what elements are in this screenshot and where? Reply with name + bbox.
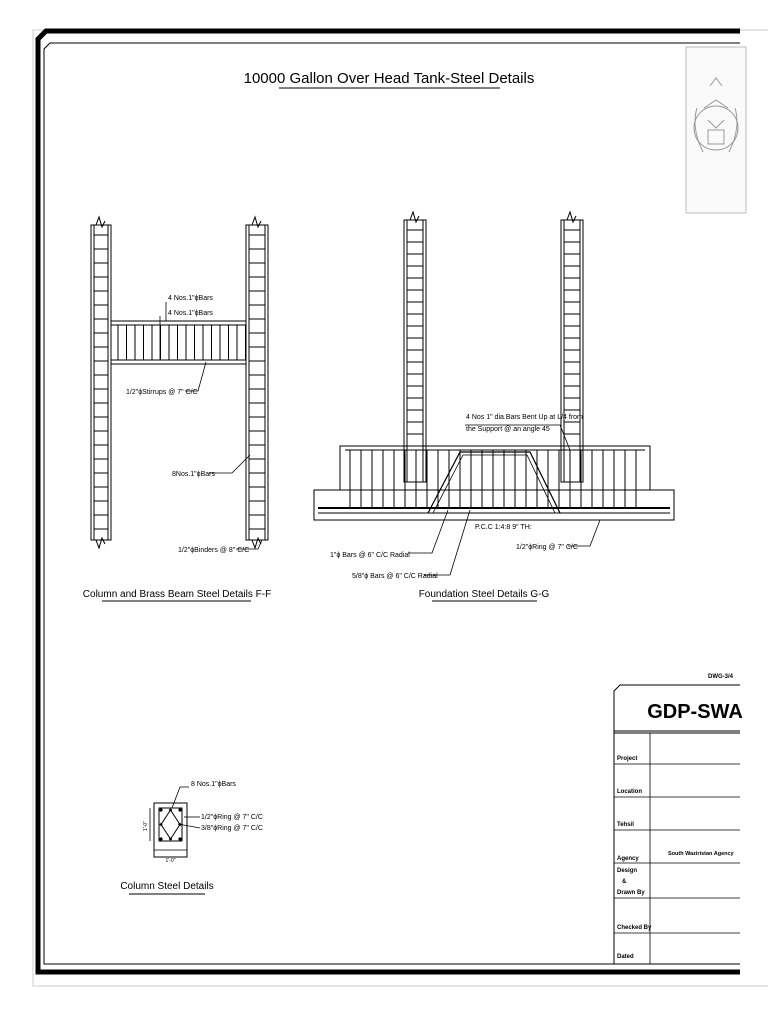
gg-bent-bars-label-1: 4 Nos 1" dia.Bars Bent Up at L/4 from [466, 414, 583, 421]
dwg-number: DWG-3/4 [708, 674, 734, 680]
ff-caption: Column and Brass Beam Steel Details F-F [82, 589, 272, 600]
tb-label-dated: Dated [617, 954, 634, 960]
gg-radial-label-2: 5/8"ϕ Bars @ 6" C/C Radial [352, 573, 438, 580]
tb-value-agency: South Waziristan Agency [668, 851, 734, 857]
tb-label-checked-by: Checked By [617, 925, 652, 931]
tb-label-location: Location [617, 789, 642, 795]
column-beam-diagram [91, 217, 268, 549]
agency-seal-icon [686, 47, 746, 213]
tb-label-drawn-by: Drawn By [617, 890, 645, 896]
tb-label-project: Project [617, 756, 638, 762]
cs-bars-label: 8 Nos.1"ϕBars [191, 781, 236, 788]
ff-top-bars-label-1: 4 Nos.1"ϕBars [168, 295, 213, 302]
cs-width-label: 1'-0" [165, 858, 176, 864]
cs-ring-label-1: 1/2"ϕRing @ 7" C/C [201, 814, 263, 821]
cs-caption: Column Steel Details [120, 881, 214, 892]
ff-stirrups-label: 1/2"ϕStirrups @ 7" C/C [126, 389, 198, 396]
project-name: GDP-SWA [647, 701, 743, 723]
gg-caption: Foundation Steel Details G-G [418, 589, 550, 600]
gg-pcc-label: P.C.C 1:4:8 9" TH: [475, 524, 532, 531]
ff-binders-label: 1/2"ϕBinders @ 8" C/C [178, 547, 250, 554]
column-section-diagram [150, 787, 200, 857]
tb-label-agency: Agency [617, 856, 639, 862]
cs-height-label: 1'-0" [143, 821, 149, 831]
gg-bent-bars-label-2: the Support @ an angle 45 [466, 426, 550, 433]
tb-label-tehsil: Tehsil [617, 822, 634, 828]
tb-label-design: Design [617, 868, 638, 874]
gg-radial-label-1: 1"ϕ Bars @ 6" C/C Radial [330, 552, 410, 559]
cs-ring-label-2: 3/8"ϕRing @ 7" C/C [201, 825, 263, 832]
drawing-title: 10000 Gallon Over Head Tank-Steel Details [243, 70, 535, 87]
tb-label-amp: & [622, 879, 627, 885]
foundation-diagram [314, 212, 674, 575]
ff-column-bars-label: 8Nos.1"ϕBars [172, 471, 215, 478]
ff-top-bars-label-2: 4 Nos.1"ϕBars [168, 310, 213, 317]
gg-ring-label: 1/2"ϕRing @ 7" C/C [516, 544, 578, 551]
